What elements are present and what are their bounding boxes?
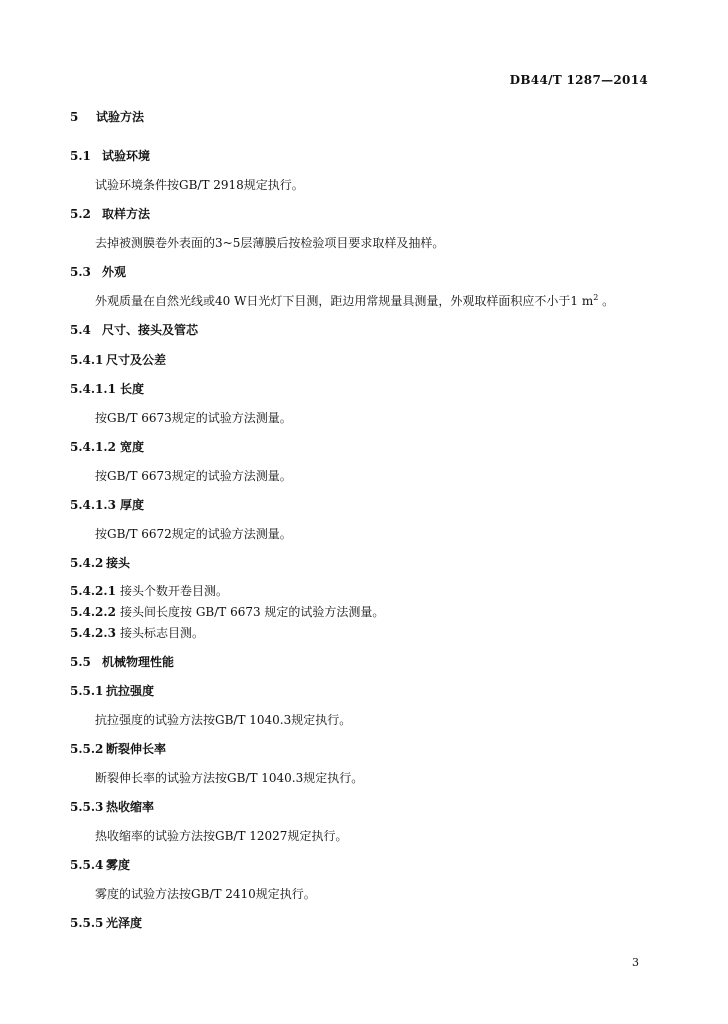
section-number: 5.5.2 — [70, 742, 104, 756]
section-text: 接头标志目测。 — [120, 626, 205, 640]
section-5-4-1-3-heading — [70, 498, 144, 512]
section-5-3-heading — [70, 265, 126, 279]
section-5-5-3-text: 热收缩率的试验方法按GB/T 12027规定执行。 — [95, 829, 348, 843]
section-5-5-2-text: 断裂伸长率的试验方法按GB/T 1040.3规定执行。 — [95, 771, 364, 785]
section-title: 试验环境 — [102, 149, 151, 163]
section-number: 5.4.1.2 — [70, 440, 116, 454]
section-number: 5.4 — [70, 323, 91, 337]
section-5-3-text — [95, 294, 614, 308]
section-5-2-text: 去掉被测膜卷外表面的3~5层薄膜后按检验项目要求取样及抽样。 — [95, 236, 445, 250]
section-number: 5.4.2 — [70, 556, 104, 570]
section-number: 5.1 — [70, 149, 91, 163]
section-number: 5.4.2.3 — [70, 626, 116, 640]
section-5-5-1-heading — [70, 684, 154, 698]
section-5-5-heading — [70, 655, 174, 669]
section-title: 长度 — [120, 382, 145, 396]
section-5-2-heading — [70, 207, 150, 221]
section-title: 接头 — [106, 556, 131, 570]
section-5-5-4-heading — [70, 858, 130, 872]
section-5-4-1-2-heading — [70, 440, 144, 454]
section-title: 断裂伸长率 — [106, 742, 167, 756]
section-number: 5 — [70, 110, 79, 124]
section-5-4-2-2 — [70, 605, 384, 619]
section-5-4-2-3 — [70, 626, 204, 640]
section-5-4-1-1-text: 按GB/T 6673规定的试验方法测量。 — [95, 411, 292, 425]
section-5-5-4-text: 雾度的试验方法按GB/T 2410规定执行。 — [95, 887, 316, 901]
standard-code: DB44/T 1287—2014 — [509, 73, 648, 87]
section-text: 接头间长度按 GB/T 6673 规定的试验方法测量。 — [120, 605, 385, 619]
section-title: 光泽度 — [106, 916, 143, 930]
page-number: 3 — [632, 956, 639, 969]
section-number: 5.4.1.3 — [70, 498, 116, 512]
section-title: 抗拉强度 — [106, 684, 155, 698]
section-number: 5.3 — [70, 265, 91, 279]
section-number: 5.4.1.1 — [70, 382, 116, 396]
section-number: 5.4.1 — [70, 353, 104, 367]
section-5-4-1-2-text: 按GB/T 6673规定的试验方法测量。 — [95, 469, 292, 483]
section-title: 尺寸、接头及管芯 — [102, 323, 199, 337]
section-title: 机械物理性能 — [102, 655, 175, 669]
section-title: 雾度 — [106, 858, 131, 872]
section-5-4-1-heading — [70, 353, 166, 367]
section-number: 5.5.3 — [70, 800, 104, 814]
section-5-4-1-3-text: 按GB/T 6672规定的试验方法测量。 — [95, 527, 292, 541]
section-5-4-1-1-heading — [70, 382, 144, 396]
text-part: 外观质量在自然光线或40 W日光灯下目测，距边用常规量具测量，外观取样面积应不小于1 m — [95, 294, 594, 308]
section-title: 尺寸及公差 — [106, 353, 167, 367]
section-title: 热收缩率 — [106, 800, 155, 814]
section-number: 5.4.2.2 — [70, 605, 116, 619]
section-title: 试验方法 — [96, 110, 145, 124]
section-title: 取样方法 — [102, 207, 151, 221]
section-5-1-text: 试验环境条件按GB/T 2918规定执行。 — [95, 178, 304, 192]
superscript: 2 — [593, 293, 599, 302]
section-number: 5.5.5 — [70, 916, 104, 930]
section-5-5-2-heading — [70, 742, 166, 756]
section-number: 5.2 — [70, 207, 91, 221]
section-title: 宽度 — [120, 440, 145, 454]
section-number: 5.4.2.1 — [70, 584, 116, 598]
section-5-4-2-heading — [70, 556, 130, 570]
section-title: 外观 — [102, 265, 127, 279]
text-part: 。 — [598, 294, 615, 308]
section-5-5-1-text: 抗拉强度的试验方法按GB/T 1040.3规定执行。 — [95, 713, 352, 727]
section-5-4-2-1 — [70, 584, 228, 598]
section-text: 接头个数开卷目测。 — [120, 584, 229, 598]
section-5-5-3-heading — [70, 800, 154, 814]
section-number: 5.5 — [70, 655, 91, 669]
section-number: 5.5.1 — [70, 684, 104, 698]
section-5-1-heading — [70, 149, 150, 163]
section-5-5-5-heading — [70, 916, 142, 930]
section-5-heading — [70, 110, 144, 124]
section-5-4-heading — [70, 323, 198, 337]
section-number: 5.5.4 — [70, 858, 104, 872]
section-title: 厚度 — [120, 498, 145, 512]
